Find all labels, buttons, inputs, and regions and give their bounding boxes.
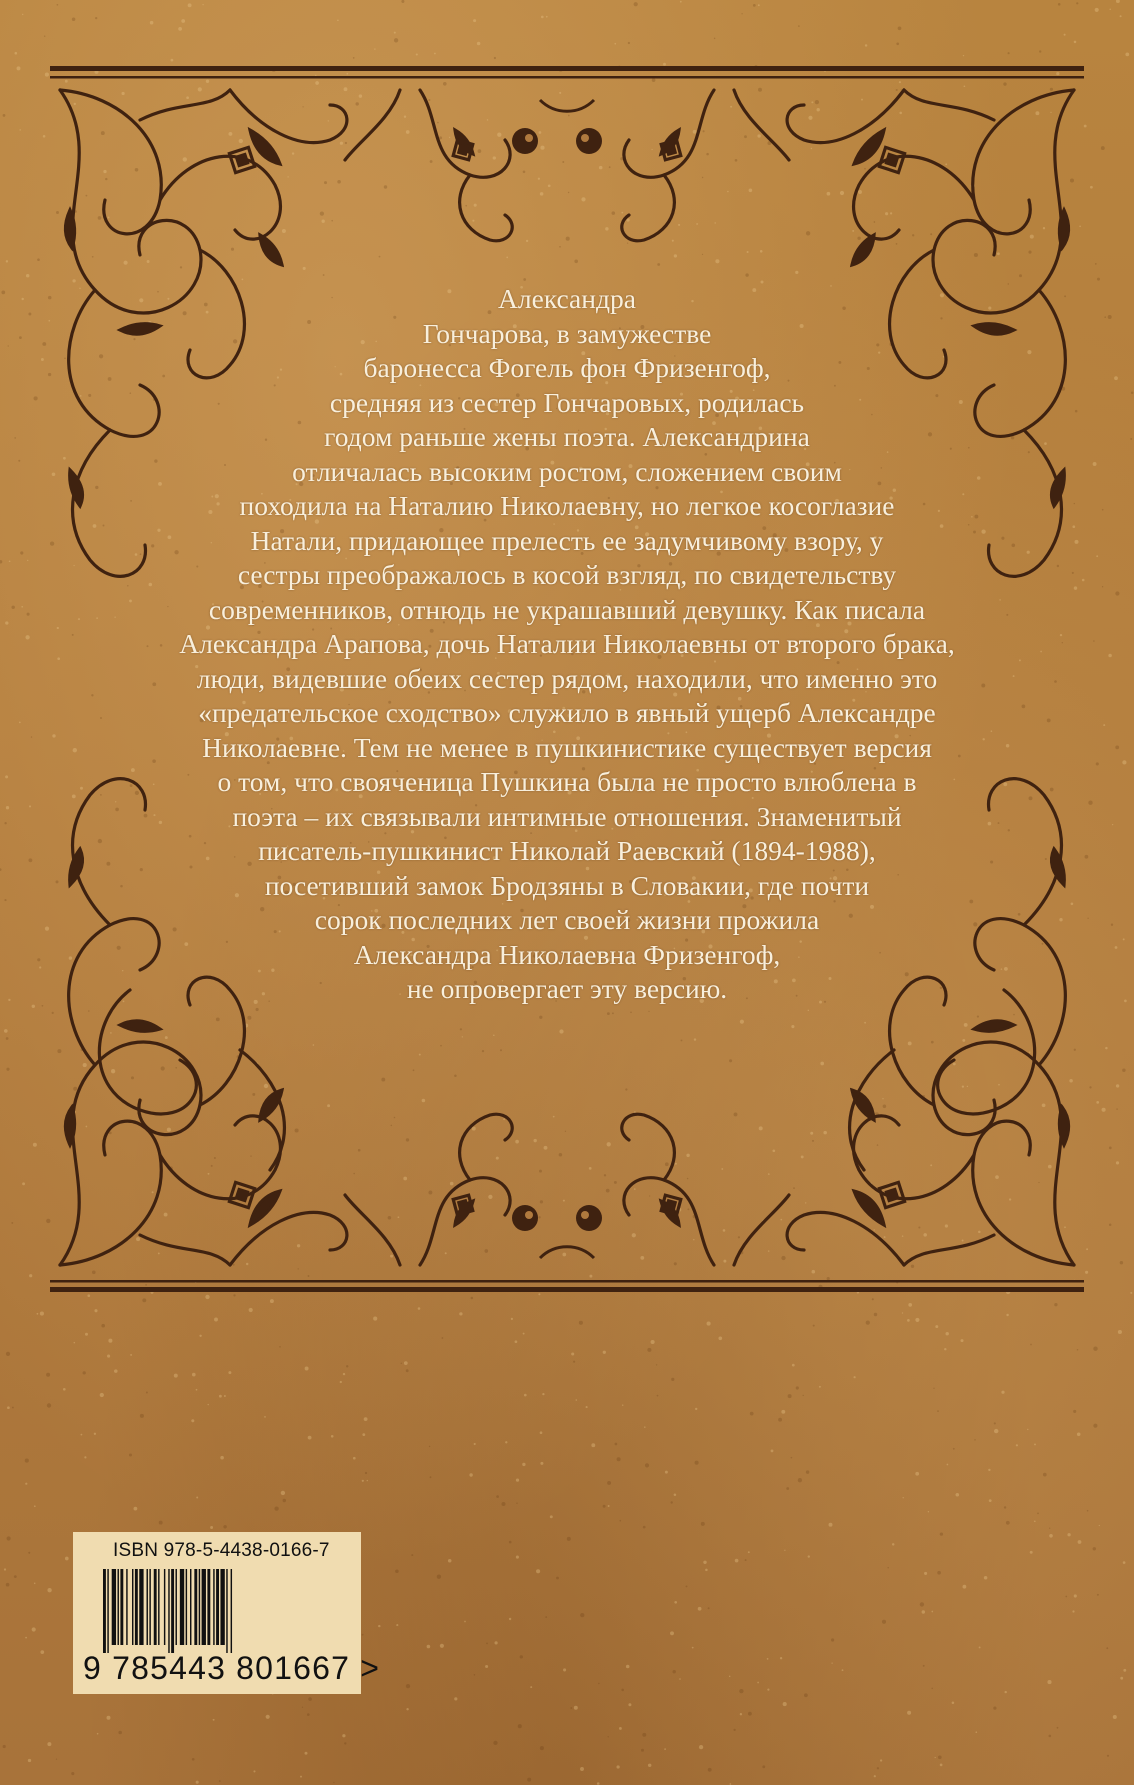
blurb-line: Александра Арапова, дочь Наталии Николаевны от второго брака,	[179, 628, 955, 659]
barcode-digits: 9 785443 801667 >	[83, 1650, 381, 1686]
blurb-line: о том, что свояченица Пушкина была не просто влюблена в	[217, 766, 917, 797]
blurb-line: посетивший замок Бродзяны в Словакии, где почти	[264, 869, 870, 901]
blurb-line: сорок последних лет своей жизни прожила	[314, 904, 820, 935]
blurb-line: Николаевне. Тем не менее в пушкинистике существует версия	[202, 731, 932, 763]
barcode-bars	[103, 1569, 343, 1653]
blurb-line: походила на Наталию Николаевну, но легкое косоглазие	[239, 490, 895, 521]
blurb-line: поэта – их связывали интимные отношения. Знаменитый	[232, 800, 902, 832]
blurb-line: Александра Николаевна Фризенгоф,	[353, 938, 781, 970]
blurb-line: «предательское сходство» служило в явный ущерб Александре	[198, 697, 936, 728]
isbn-barcode-panel	[73, 1532, 381, 1694]
blurb-line: годом раньше жены поэта. Александрина	[324, 421, 810, 452]
blurb-line: писатель-пушкинист Николай Раевский (1894-1988),	[258, 835, 876, 866]
blurb-line: люди, видевшие обеих сестер рядом, находили, что именно это	[196, 662, 938, 694]
blurb-line: современников, отнюдь не украшавший девушку. Как писала	[208, 593, 926, 625]
blurb-line: Натали, придающее прелесть ее задумчивому взору, у	[250, 524, 884, 556]
blurb-text	[100, 282, 1034, 1007]
blurb-line: Гончарова, в замужестве	[422, 317, 712, 349]
isbn-label: ISBN 978-5-4438-0166-7	[113, 1540, 330, 1561]
blurb-line: не опровергает эту версию.	[406, 973, 728, 1004]
blurb-line: Александра	[498, 283, 636, 314]
blurb-line: баронесса Фогель фон Фризенгоф,	[363, 352, 771, 383]
blurb-line: средняя из сестер Гончаровых, родилась	[329, 386, 805, 418]
blurb-line: отличалась высоким ростом, сложением своим	[292, 455, 842, 487]
blurb-line: сестры преображалось в косой взгляд, по свидетельству	[237, 559, 897, 590]
